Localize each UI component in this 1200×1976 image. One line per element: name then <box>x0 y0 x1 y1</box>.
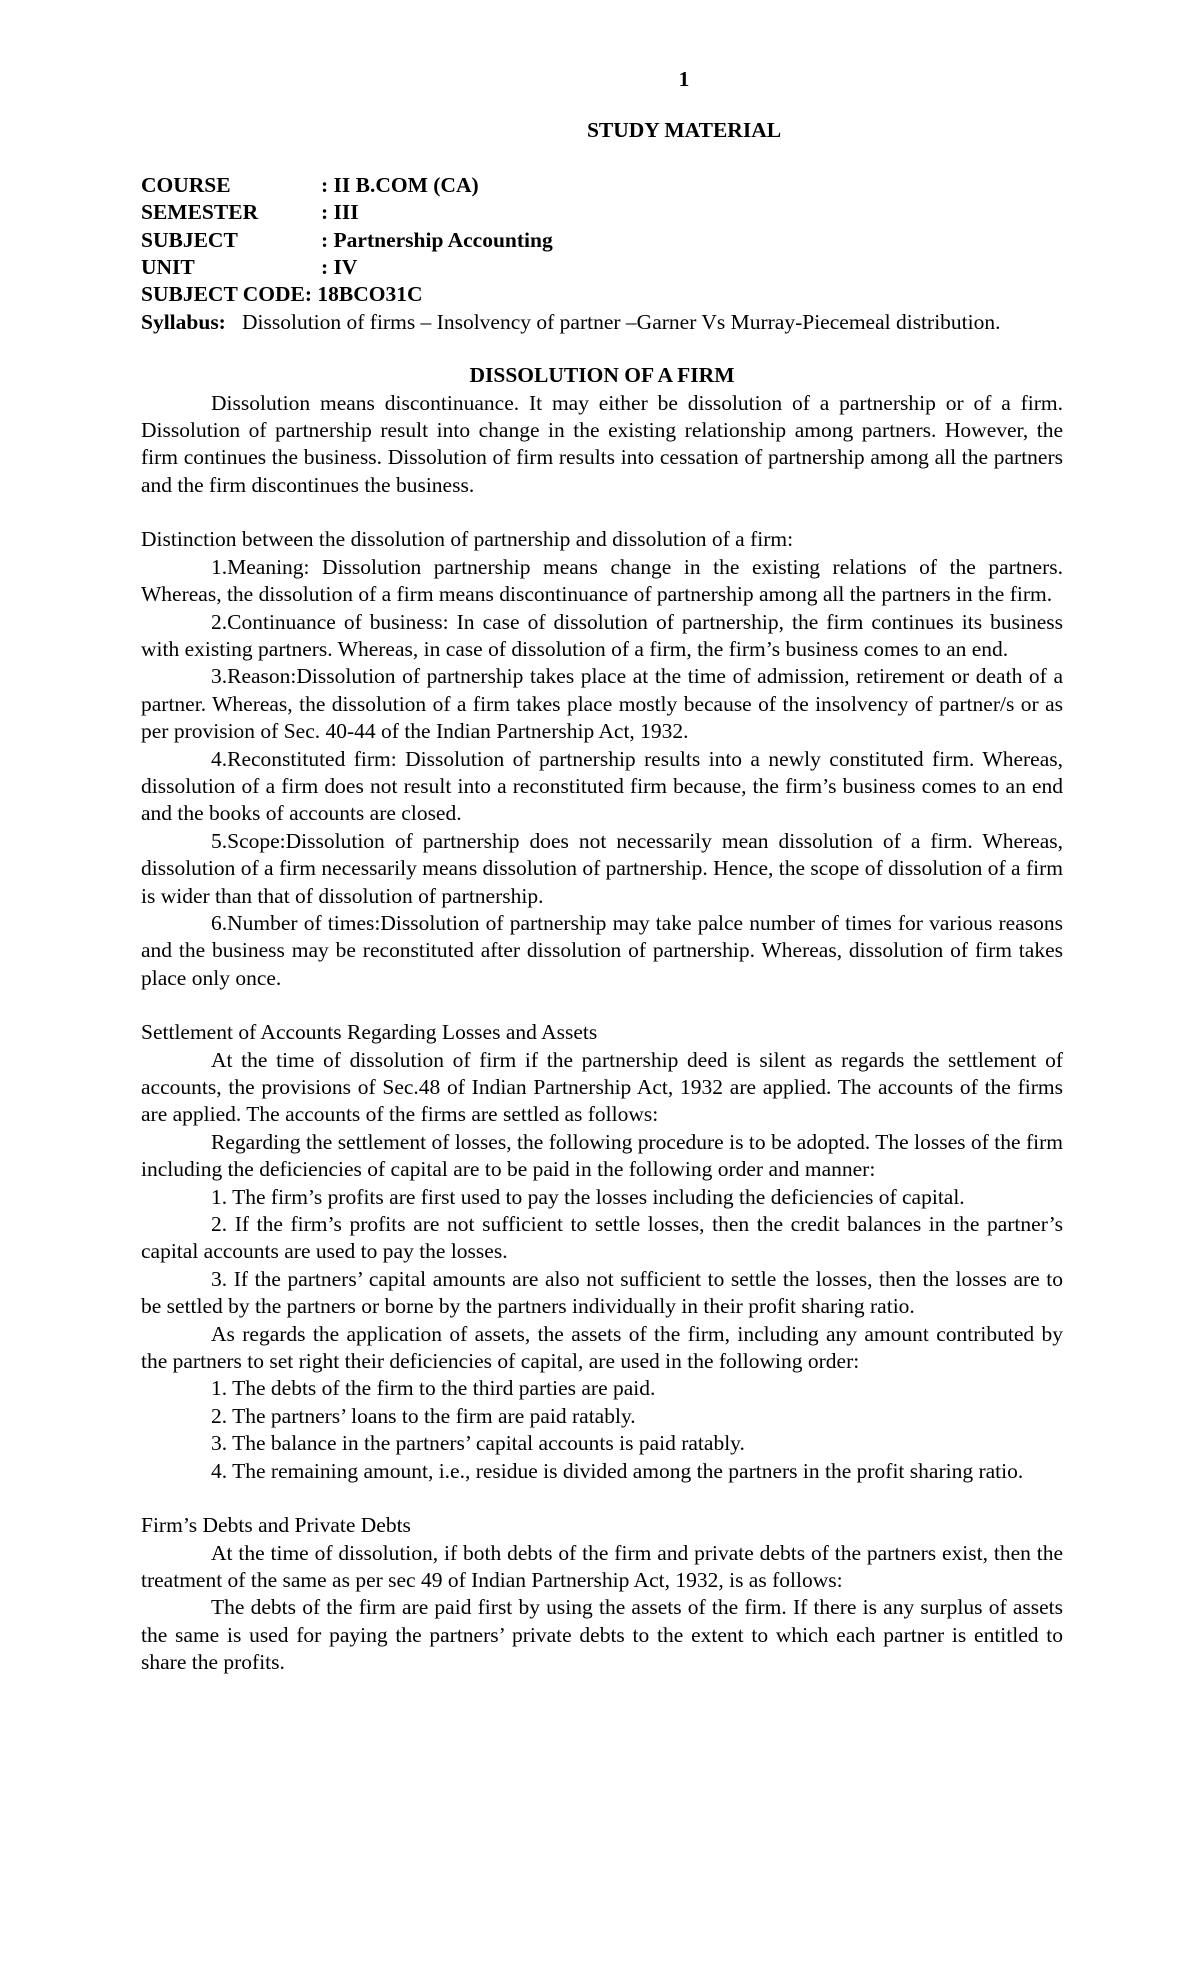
meta-key: SEMESTER <box>141 200 259 225</box>
intro-paragraph: Dissolution means discontinuance. It may either be dissolution of a partnership or of a firm. Dissolution of partnership result into change in the existing relationship among partners. However, the firm continues the business. Dissolution of firm results into cessation of partnership among all the partners and the firm discontinues the business. <box>141 390 1063 497</box>
distinction-heading: Distinction between the dissolution of partnership and dissolution of a firm: <box>141 527 794 552</box>
loss-step: 1. The firm’s profits are first used to pay the losses including the deficiencies of capital. <box>211 1184 965 1209</box>
meta-course <box>141 172 1063 199</box>
document-title: STUDY MATERIAL <box>586 118 782 143</box>
document-page <box>141 66 1063 1677</box>
meta-key: COURSE <box>141 172 231 197</box>
distinction-item: 5.Scope:Dissolution of partnership does not necessarily mean dissolution of a firm. Whereas, dissolution of a firm necessarily means dissolution of partnership. Hence, the scope of dissolution of a firm is wider than that of dissolution of partnership. <box>141 828 1063 908</box>
asset-step: 3. The balance in the partners’ capital accounts is paid ratably. <box>211 1431 745 1456</box>
asset-step: 2. The partners’ loans to the firm are paid ratably. <box>211 1403 636 1428</box>
meta-value: : Partnership Accounting <box>321 227 553 252</box>
page-number: 1 <box>678 67 690 91</box>
subject-code: SUBJECT CODE: 18BCO31C <box>141 282 423 307</box>
asset-step: 1. The debts of the firm to the third parties are paid. <box>211 1376 656 1401</box>
meta-key: UNIT <box>141 255 195 280</box>
asset-step: 4. The remaining amount, i.e., residue is divided among the partners in the profit sharing ratio. <box>211 1458 1024 1483</box>
meta-value: : IV <box>321 255 358 280</box>
loss-step: 3. If the partners’ capital amounts are also not sufficient to settle the losses, then the losses are to be settled by the partners or borne by the partners individually in their profit sharing ratio. <box>141 1266 1063 1319</box>
meta-subject <box>141 227 1063 254</box>
settlement-paragraph: Regarding the settlement of losses, the following procedure is to be adopted. The losses of the firm including the deficiencies of capital are to be paid in the following order and manner: <box>141 1129 1063 1182</box>
syllabus <box>141 309 1063 336</box>
meta-unit <box>141 254 1063 281</box>
loss-step: 2. If the firm’s profits are not sufficient to settle losses, then the credit balances in the partner’s capital accounts are used to pay the losses. <box>141 1212 1063 1264</box>
debts-paragraph: At the time of dissolution, if both debts of the firm and private debts of the partners exist, then the treatment of the same as per sec 49 of Indian Partnership Act, 1932, is as follows: <box>141 1540 1063 1592</box>
debts-heading: Firm’s Debts and Private Debts <box>141 1513 411 1538</box>
assets-paragraph: As regards the application of assets, the assets of the firm, including any amount contributed by the partners to set right their deficiencies of capital, are used in the following order: <box>141 1321 1063 1374</box>
settlement-paragraph: At the time of dissolution of firm if the partnership deed is silent as regards the settlement of accounts, the provisions of Sec.48 of Indian Partnership Act, 1932 are applied. The accounts of the firms are applied. The accounts of the firms are settled as follows: <box>141 1047 1063 1127</box>
section-title-dissolution: DISSOLUTION OF A FIRM <box>469 363 735 388</box>
meta-value: : III <box>321 200 359 225</box>
distinction-item: 1.Meaning: Dissolution partnership means change in the existing relations of the partners. Whereas, the dissolution of a firm means discontinuance of partnership among all the partners in the firm. <box>141 554 1063 607</box>
syllabus-text: Dissolution of firms – Insolvency of partner –Garner Vs Murray-Piecemeal distribution. <box>241 309 1001 334</box>
distinction-item: 2.Continuance of business: In case of dissolution of partnership, the firm continues its business with existing partners. Whereas, in case of dissolution of a firm, the firm’s business comes to an end. <box>141 609 1063 661</box>
meta-semester <box>141 199 1063 226</box>
distinction-item: 3.Reason:Dissolution of partnership takes place at the time of admission, retirement or death of a partner. Whereas, the dissolution of a firm takes place mostly because of the insolvency of partner/s or as per provision of Sec. 40-44 of the Indian Partnership Act, 1932. <box>141 664 1063 744</box>
distinction-item: 4.Reconstituted firm: Dissolution of partnership results into a newly constituted firm. Whereas, dissolution of a firm does not result into a reconstituted firm because, the firm’s business comes to an end and the books of accounts are closed. <box>141 746 1063 826</box>
course-meta <box>141 172 1063 336</box>
debts-paragraph: The debts of the firm are paid first by using the assets of the firm. If there is any surplus of assets the same is used for paying the partners’ private debts to the extent to which each partner is entitled to share the profits. <box>141 1595 1063 1675</box>
distinction-item: 6.Number of times:Dissolution of partnership may take palce number of times for various reasons and the business may be reconstituted after dissolution of partnership. Whereas, dissolution of firm takes place only once. <box>141 910 1063 990</box>
meta-key: SUBJECT <box>141 227 238 252</box>
meta-value: : II B.COM (CA) <box>321 172 479 197</box>
syllabus-label: Syllabus: <box>141 309 226 334</box>
settlement-heading: Settlement of Accounts Regarding Losses and Assets <box>141 1020 598 1045</box>
